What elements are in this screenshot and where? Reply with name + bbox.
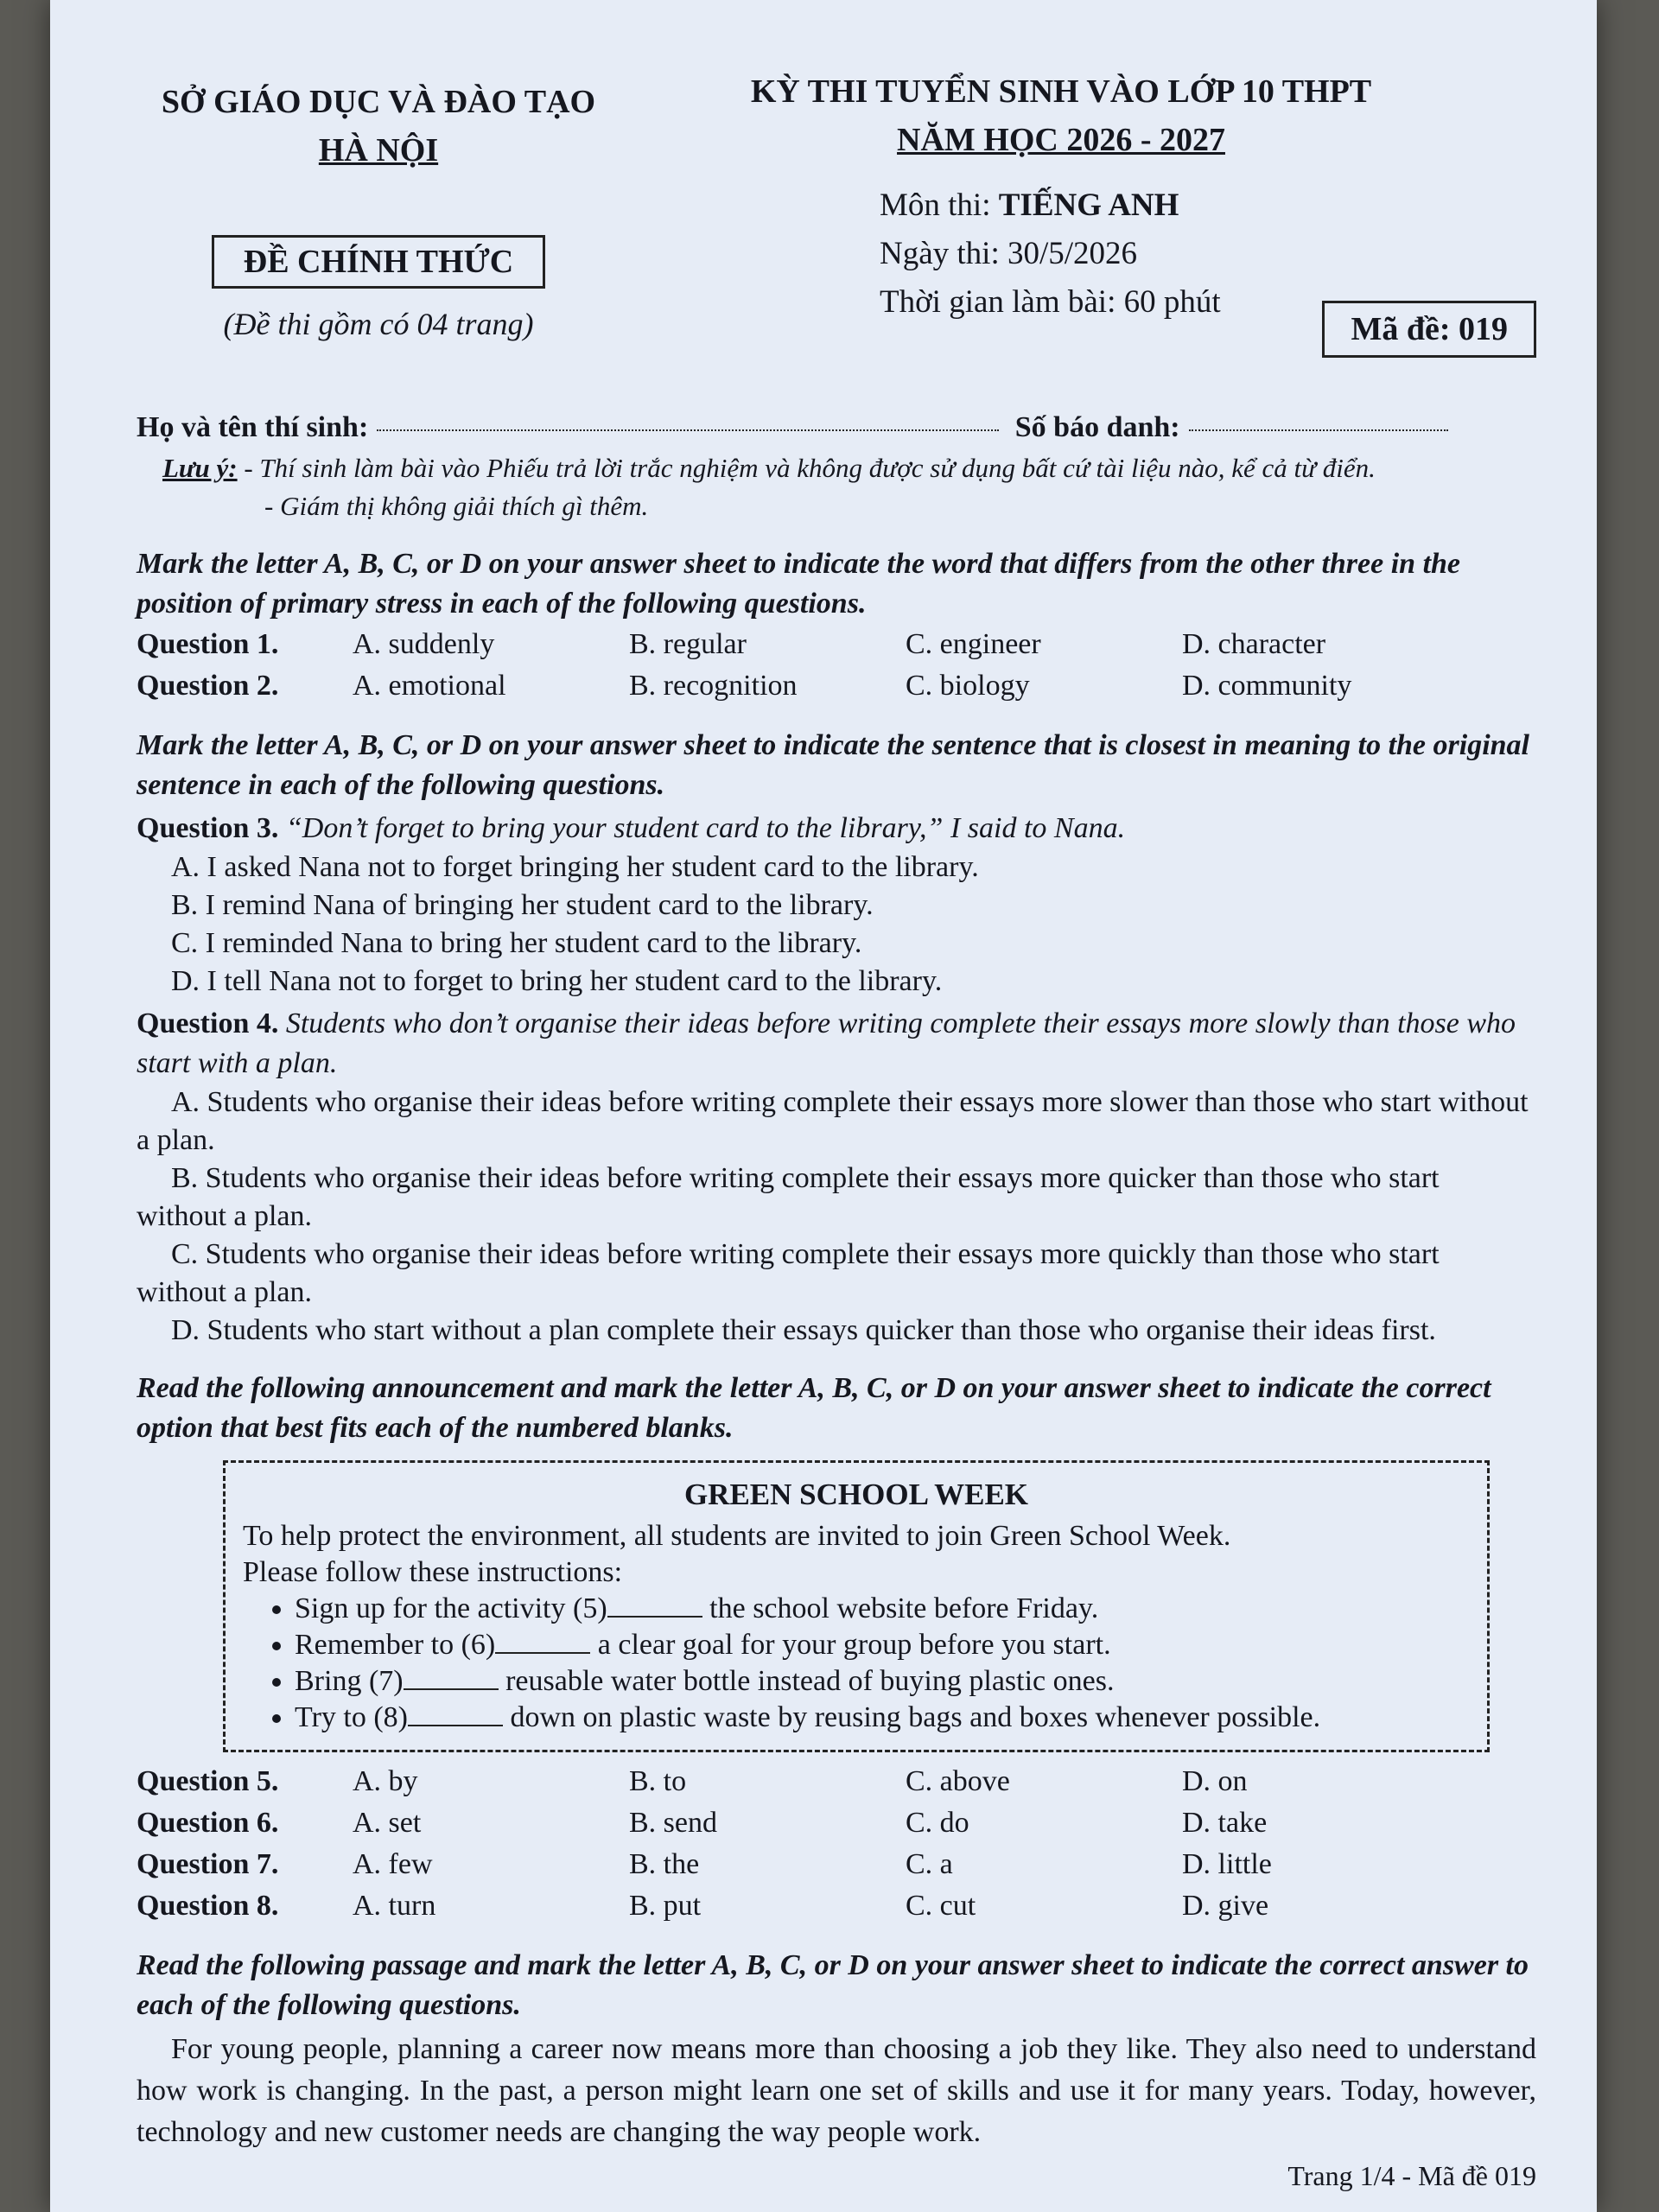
question-label: Question 2. — [137, 670, 279, 702]
question-5 — [137, 1761, 1536, 1802]
exam-time: 60 phút — [1123, 284, 1221, 320]
time-label: Thời gian làm bài: — [880, 284, 1116, 320]
q4-option-b[interactable]: B. Students who organise their ideas before writing complete their essays more quicker than those who start without a plan. — [137, 1162, 1440, 1232]
q4-option-a[interactable]: A. Students who organise their ideas before writing complete their essays more slower than those who start without a plan. — [137, 1086, 1529, 1156]
page-count: (Đề thi gồm có 04 trang) — [223, 307, 534, 341]
question-7 — [137, 1844, 1536, 1885]
announcement-box — [223, 1460, 1490, 1752]
blank — [404, 1688, 499, 1690]
option-d[interactable]: D. character — [1182, 628, 1326, 660]
question-label: Question 4. — [137, 1007, 279, 1039]
header-left — [137, 78, 620, 342]
blank — [495, 1652, 590, 1654]
question-8 — [137, 1885, 1536, 1927]
option-c[interactable]: C. above — [906, 1765, 1010, 1797]
option-d[interactable]: D. little — [1182, 1848, 1272, 1880]
item-text: Remember to (6) — [295, 1629, 496, 1661]
section1-instruction: Mark the letter A, B, C, or D on your answer sheet to indicate the word that differs from the other three in the position of primary stress in each of the following questions. — [137, 548, 1461, 620]
note-line1: - Thí sinh làm bài vào Phiếu trả lời trắc nghiệm và không được sử dụng bất cứ tài liệu nào, kể cả từ điển. — [244, 453, 1376, 483]
instruction-item — [295, 1591, 1470, 1627]
city: HÀ NỘI — [318, 132, 439, 168]
page-footer: Trang 1/4 - Mã đề 019 — [1287, 2160, 1536, 2191]
item-text: Sign up for the activity (5) — [295, 1592, 607, 1624]
item-text: a clear goal for your group before you start. — [590, 1629, 1111, 1661]
q4-option-d[interactable]: D. Students who start without a plan complete their essays quicker than those who organise their ideas first. — [171, 1314, 1436, 1346]
q4-option-c[interactable]: C. Students who organise their ideas before writing complete their essays more quickly than those who start without a plan. — [137, 1238, 1440, 1308]
item-text: Try to (8) — [295, 1701, 408, 1733]
question-2 — [137, 665, 1536, 707]
option-c[interactable]: C. engineer — [906, 628, 1041, 660]
question-stem: “Don’t forget to bring your student card to the library,” I said to Nana. — [285, 812, 1126, 844]
option-c[interactable]: C. a — [906, 1848, 953, 1880]
option-d[interactable]: D. community — [1182, 670, 1352, 702]
option-b[interactable]: B. put — [629, 1890, 702, 1922]
exam-paper — [50, 0, 1597, 2212]
note — [162, 449, 1536, 525]
question-label: Question 8. — [137, 1890, 279, 1922]
question-label: Question 7. — [137, 1848, 279, 1880]
option-c[interactable]: C. cut — [906, 1890, 976, 1922]
question-stem: Students who don’t organise their ideas before writing complete their essays more slowly than those who start with a plan. — [137, 1007, 1516, 1079]
question-4 — [137, 1004, 1536, 1084]
exam-title: KỲ THI TUYỂN SINH VÀO LỚP 10 THPT — [750, 73, 1372, 110]
option-c[interactable]: C. do — [906, 1807, 969, 1839]
name-label: Họ và tên thí sinh: — [137, 411, 369, 443]
q3-option-a[interactable]: A. I asked Nana not to forget bringing her student card to the library. — [171, 851, 979, 883]
question-6 — [137, 1802, 1536, 1844]
id-label: Số báo danh: — [1014, 411, 1180, 443]
question-label: Question 6. — [137, 1807, 279, 1839]
option-a[interactable]: A. turn — [353, 1890, 436, 1922]
q3-option-b[interactable]: B. I remind Nana of bringing her student card to the library. — [171, 889, 874, 921]
option-b[interactable]: B. regular — [629, 628, 747, 660]
exam-date: 30/5/2026 — [1007, 236, 1138, 271]
date-label: Ngày thi: — [880, 236, 1000, 271]
announcement-title: GREEN SCHOOL WEEK — [683, 1478, 1029, 1511]
exam-meta — [880, 181, 1221, 327]
option-d[interactable]: D. take — [1182, 1807, 1268, 1839]
instruction-list — [243, 1591, 1470, 1736]
school-year: NĂM HỌC 2026 - 2027 — [897, 122, 1225, 158]
q3-option-d[interactable]: D. I tell Nana not to forget to bring her student card to the library. — [171, 965, 943, 997]
question-label: Question 1. — [137, 628, 279, 660]
item-text: down on plastic waste by reusing bags and boxes whenever possible. — [503, 1701, 1321, 1733]
option-b[interactable]: B. send — [629, 1807, 717, 1839]
item-text: the school website before Friday. — [702, 1592, 1099, 1624]
blank — [408, 1725, 503, 1726]
option-a[interactable]: A. suddenly — [353, 628, 495, 660]
option-b[interactable]: B. the — [629, 1848, 700, 1880]
section3-instruction: Read the following announcement and mark the letter A, B, C, or D on your answer sheet to indicate the correct option that best fits each of the numbered blanks. — [137, 1372, 1491, 1444]
instruction-item — [295, 1627, 1470, 1663]
official-badge: ĐỀ CHÍNH THỨC — [212, 235, 545, 289]
header-right — [707, 67, 1415, 164]
subject: TIẾNG ANH — [998, 188, 1179, 223]
exam-code: Mã đề: 019 — [1322, 301, 1536, 358]
section4-instruction: Read the following passage and mark the letter A, B, C, or D on your answer sheet to indicate the correct answer to each of the following questions. — [137, 1949, 1529, 2021]
instruction-item — [295, 1663, 1470, 1700]
item-text: reusable water bottle instead of buying plastic ones. — [498, 1665, 1115, 1697]
note-label: Lưu ý: — [162, 453, 238, 483]
item-text: Bring (7) — [295, 1665, 404, 1697]
option-b[interactable]: B. recognition — [629, 670, 798, 702]
option-a[interactable]: A. by — [353, 1765, 418, 1797]
option-a[interactable]: A. emotional — [353, 670, 506, 702]
id-field[interactable] — [1189, 428, 1448, 431]
option-d[interactable]: D. on — [1182, 1765, 1248, 1797]
page-content — [137, 60, 1536, 2192]
option-c[interactable]: C. biology — [906, 670, 1030, 702]
blank — [607, 1616, 702, 1618]
reading-passage: For young people, planning a career now means more than choosing a job they like. They also need to understand how work is changing. In the past, a person might learn one set of skills and use it for many years. Today, however, technology and new customer needs are changing the way people work. — [137, 2033, 1536, 2148]
section2-instruction: Mark the letter A, B, C, or D on your answer sheet to indicate the sentence that is closest in meaning to the original sentence in each of the following questions. — [137, 729, 1529, 801]
question-label: Question 5. — [137, 1765, 279, 1797]
question-1 — [137, 624, 1536, 665]
option-d[interactable]: D. give — [1182, 1890, 1269, 1922]
instruction-item — [295, 1700, 1470, 1736]
option-a[interactable]: A. few — [353, 1848, 433, 1880]
q3-option-c[interactable]: C. I reminded Nana to bring her student card to the library. — [171, 927, 862, 959]
option-a[interactable]: A. set — [353, 1807, 422, 1839]
option-b[interactable]: B. to — [629, 1765, 687, 1797]
announcement-follow: Please follow these instructions: — [243, 1556, 623, 1588]
candidate-line — [137, 406, 1536, 449]
name-field[interactable] — [377, 428, 999, 431]
note-line2: - Giám thị không giải thích gì thêm. — [264, 491, 649, 521]
header — [137, 60, 1536, 397]
subject-label: Môn thi: — [880, 188, 991, 223]
announcement-intro: To help protect the environment, all students are invited to join Green School Week. — [243, 1520, 1231, 1552]
department: SỞ GIÁO DỤC VÀ ĐÀO TẠO — [161, 84, 596, 120]
question-3 — [137, 809, 1536, 849]
question-label: Question 3. — [137, 812, 279, 844]
